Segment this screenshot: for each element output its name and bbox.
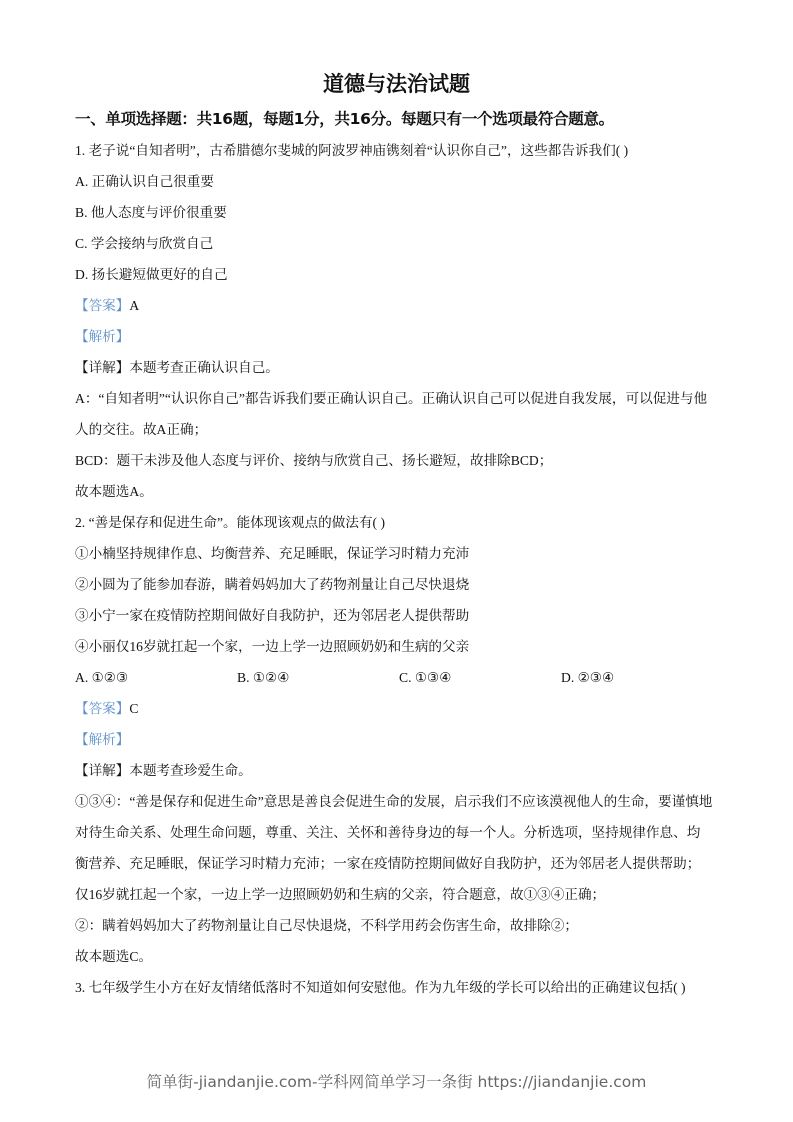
answer-label: 【答案】 (75, 701, 130, 716)
q1-option-a: A. 正确认识自己很重要 (75, 174, 214, 189)
q1-explanation-line: BCD：题干未涉及他人态度与评价、接纳与欣赏自己、扬长避短，故排除BCD； (75, 453, 553, 468)
q2-explanation-line: 衡营养、充足睡眠，保证学习时精力充沛；一家在疫情防控期间做好自我防护，还为邻居老人提供帮助； (75, 856, 701, 871)
document-title: 道德与法治试题 (323, 72, 470, 96)
answer-value: A (129, 298, 140, 313)
q2-statement: ③小宁一家在疫情防控期间做好自我防护，还为邻居老人提供帮助 (75, 608, 470, 623)
section-heading: 一、单项选择题：共16题，每题1分，共16分。每题只有一个选项最符合题意。 (75, 110, 614, 128)
q1-analysis-label: 【解析】 (75, 329, 130, 344)
q2-statement: ①小楠坚持规律作息、均衡营养、充足睡眠，保证学习时精力充沛 (75, 546, 470, 561)
q2-option-a: A. ①②③ (75, 670, 129, 685)
q2-detail (75, 760, 725, 791)
q2-option-c: C. ①③④ (399, 670, 452, 685)
q2-explanation-line: 对待生命关系、处理生命问题，尊重、关注、关怀和善待身边的每一个人。分析选项，坚持规律作息、均 (75, 825, 701, 840)
document-body (75, 140, 725, 1008)
q1-answer (75, 295, 725, 326)
q1-explanation-line: 故本题选A。 (75, 484, 153, 499)
q2-statement: ④小丽仅16岁就扛起一个家，一边上学一边照顾奶奶和生病的父亲 (75, 639, 470, 654)
q1-option-b: B. 他人态度与评价很重要 (75, 205, 227, 220)
question-2-stem: 2. “善是保存和促进生命”。能体现该观点的做法有( ) (75, 515, 385, 530)
q2-option-b: B. ①②④ (237, 670, 290, 685)
answer-value: C (129, 701, 139, 716)
q2-statement: ②小圆为了能参加春游，瞒着妈妈加大了药物剂量让自己尽快退烧 (75, 577, 470, 592)
q2-option-d: D. ②③④ (561, 670, 615, 685)
q2-analysis-label: 【解析】 (75, 732, 130, 747)
q2-explanation-line: 仅16岁就扛起一个家，一边上学一边照顾奶奶和生病的父亲，符合题意，故①③④正确； (75, 887, 606, 902)
q2-explanation-line: ①③④：“善是保存和促进生命”意思是善良会促进生命的发展，启示我们不应该漠视他人的生命，要谨慎地 (75, 794, 713, 809)
q1-explanation-line: 人的交往。故A正确； (75, 422, 208, 437)
question-3-stem: 3. 七年级学生小方在好友情绪低落时不知道如何安慰他。作为九年级的学长可以给出的正确建议包括( ) (75, 980, 686, 995)
q2-explanation-line: 故本题选C。 (75, 949, 153, 964)
q2-options (75, 667, 725, 698)
q1-detail (75, 357, 725, 388)
q1-option-c: C. 学会接纳与欣赏自己 (75, 236, 214, 251)
detail-label: 【详解】 (75, 763, 130, 778)
detail-text: 本题考查珍爱生命。 (129, 763, 252, 778)
q1-explanation-line: A：“自知者明”“认识你自己”都告诉我们要正确认识自己。正确认识自己可以促进自我发展，可以促进与他 (75, 391, 708, 406)
detail-label: 【详解】 (75, 360, 130, 375)
q2-answer (75, 698, 725, 729)
answer-label: 【答案】 (75, 298, 130, 313)
q2-explanation-line: ②：瞒着妈妈加大了药物剂量让自己尽快退烧，不科学用药会伤害生命，故排除②； (75, 918, 578, 933)
detail-text: 本题考查正确认识自己。 (129, 360, 279, 375)
watermark-footer: 简单街-jiandanjie.com-学科网简单学习一条街 https://jiandanjie.com (146, 1073, 647, 1091)
question-1-stem: 1. 老子说“自知者明”，古希腊德尔斐城的阿波罗神庙镌刻着“认识你自己”，这些都告诉我们( ) (75, 143, 629, 158)
q1-option-d: D. 扬长避短做更好的自己 (75, 267, 228, 282)
